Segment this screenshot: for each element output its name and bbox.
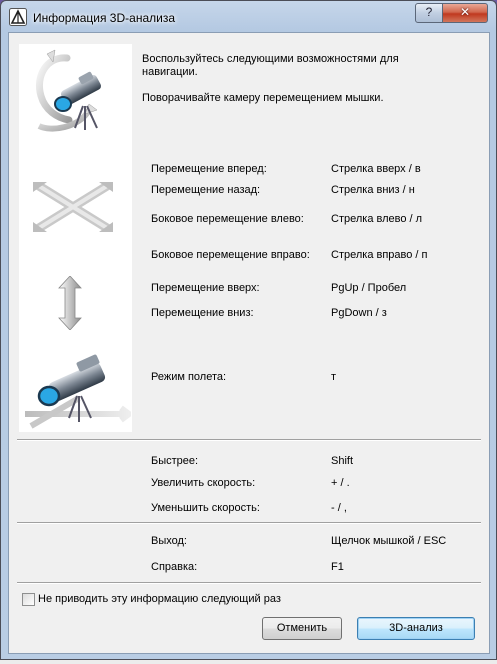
separator xyxy=(17,522,481,524)
key-label: F1 xyxy=(331,561,344,573)
archicad-app-icon xyxy=(9,8,27,26)
key-label: Щелчок мышкой / ESC xyxy=(331,535,447,547)
action-label: Боковое перемещение вправо: xyxy=(151,249,310,261)
dont-show-again-label[interactable]: Не приводить эту информацию следующий раз xyxy=(38,593,281,605)
intro-line-2: навигации. xyxy=(142,66,198,78)
fly-mode-camera-icon xyxy=(21,342,131,430)
action-label: Выход: xyxy=(151,535,187,547)
3d-analysis-button[interactable]: 3D-анализ xyxy=(357,617,475,640)
key-label: + / . xyxy=(331,477,350,489)
illustration-panel xyxy=(19,44,132,432)
dont-show-again-checkbox[interactable] xyxy=(22,593,35,606)
dialog-content xyxy=(8,32,490,654)
up-down-arrow-icon xyxy=(57,276,83,330)
cancel-button[interactable]: Отменить xyxy=(262,617,342,640)
action-label: Режим полета: xyxy=(151,371,227,383)
key-label: PgUp / Пробел xyxy=(331,282,407,294)
key-label: Стрелка вниз / н xyxy=(331,184,415,196)
action-label: Уменьшить скорость: xyxy=(151,502,260,514)
help-button[interactable]: ? xyxy=(415,3,443,23)
separator xyxy=(17,582,481,584)
move-cross-arrows-icon xyxy=(33,182,113,232)
action-label: Увеличить скорость: xyxy=(151,477,256,489)
action-label: Перемещение вперед: xyxy=(151,163,267,175)
key-label: Стрелка вверх / в xyxy=(331,163,421,175)
action-label: Боковое перемещение влево: xyxy=(151,213,304,225)
close-button[interactable]: ✕ xyxy=(442,3,488,23)
window-title: Информация 3D-анализа xyxy=(33,11,175,25)
key-label: Стрелка вправо / п xyxy=(331,249,428,261)
key-label: Shift xyxy=(331,455,354,467)
key-label: т xyxy=(331,371,337,383)
action-label: Быстрее: xyxy=(151,455,199,467)
action-label: Перемещение вниз: xyxy=(151,307,254,319)
action-label: Перемещение вверх: xyxy=(151,282,260,294)
rotate-camera-icon xyxy=(27,48,111,132)
rotate-hint: Поворачивайте камеру перемещением мышки. xyxy=(142,92,384,104)
action-label: Перемещение назад: xyxy=(151,184,261,196)
key-label: Стрелка влево / л xyxy=(331,213,423,225)
key-label: PgDown / з xyxy=(331,307,387,319)
action-label: Справка: xyxy=(151,561,198,573)
key-label: - / , xyxy=(331,502,347,514)
title-bar xyxy=(1,1,496,33)
background-strip xyxy=(0,660,497,664)
intro-line-1: Воспользуйтесь следующими возможностями для xyxy=(142,53,399,65)
separator xyxy=(17,439,481,441)
